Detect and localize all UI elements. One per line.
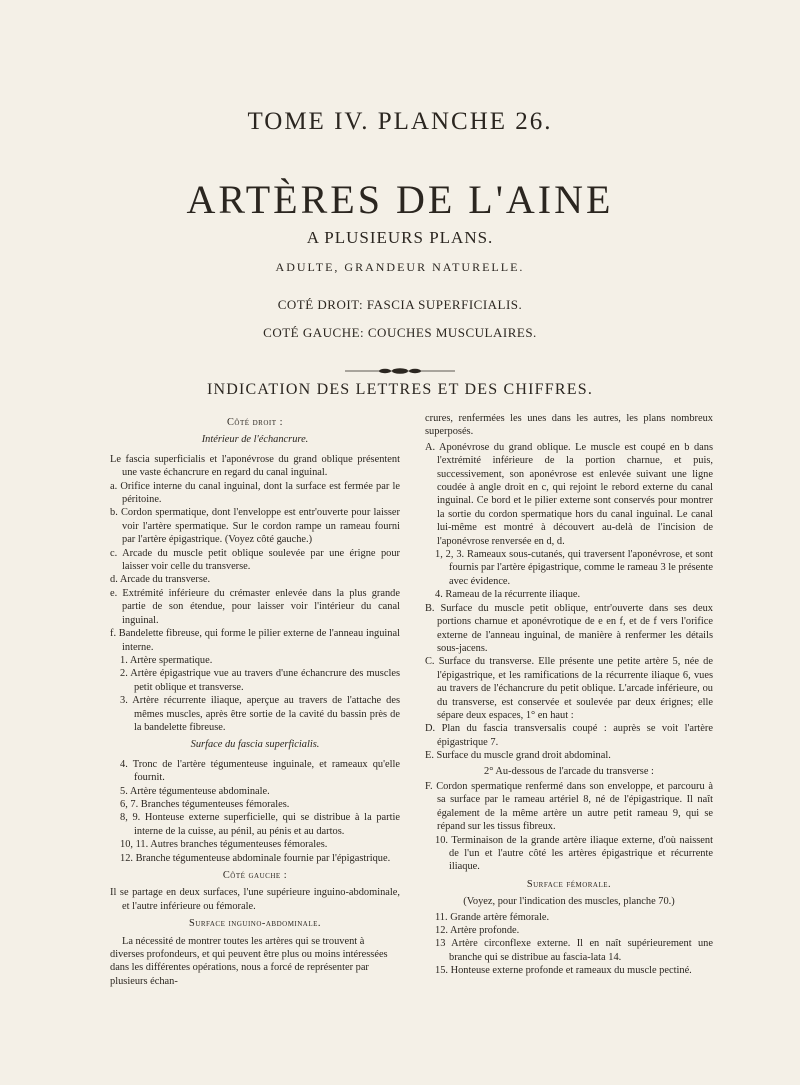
paragraph: Côté gauche : bbox=[222, 870, 288, 881]
paragraph: Intérieur de l'échancrure. bbox=[201, 434, 309, 446]
paragraph: D. Plan du fascia transversalis coupé : auprès se voit l'artère épigastrique 7. bbox=[425, 723, 713, 748]
paragraph: 10. Terminaison de la grande artère iliaque externe, d'où naissent de l'un et l'autre côté les artères épigastrique et récurrente iliaque. bbox=[435, 834, 713, 873]
tome-heading: TOME IV. PLANCHE 26. bbox=[247, 108, 553, 135]
paragraph: Surface du fascia superficialis. bbox=[190, 739, 320, 751]
paragraph: Le fascia superficialis et l'aponévrose du grand oblique présentent une vaste échancrure en regard du canal inguinal. bbox=[110, 453, 400, 479]
scale-note: ADULTE, GRANDEUR NATURELLE. bbox=[275, 260, 525, 274]
paragraph: 11. Grande artère fémorale. bbox=[435, 911, 550, 923]
paragraph: (Voyez, pour l'indication des muscles, planche 70.) bbox=[463, 896, 675, 908]
paragraph: C. Surface du transverse. Elle présente une petite artère 5, née de l'épigastrique, et les ramifications de la récurrente iliaque 6, vues au travers de l'échancrure du petit oblique. L'arcade inférieure, ou du transverse, est conservée et soulevée par deux érignes; elle sépare deux espaces, 1° en haut : bbox=[425, 656, 713, 721]
paragraph: La nécessité de montrer toutes les artères qui se trouvent à diverses profondeurs, et qui peuvent être plus ou moins intéressées dans les différentes opérations, nous a forcé de représenter par plusieurs échan- bbox=[110, 935, 388, 987]
page-title: ARTÈRES DE L'AINE bbox=[186, 177, 614, 222]
indication-heading: INDICATION DES LETTRES ET DES CHIFFRES. bbox=[206, 381, 594, 398]
ornament-icon bbox=[345, 367, 455, 375]
paragraph: 3. Artère récurrente iliaque, aperçue au travers de l'attache des mêmes muscles, après être sortie de la cavité du bassin près de la bandelette fibreuse. bbox=[120, 695, 400, 733]
paragraph: c. Arcade du muscle petit oblique soulevée par une érigne pour laisser voir celle du transverse. bbox=[110, 547, 400, 573]
paragraph: 10, 11. Autres branches tégumenteuses fémorales. bbox=[120, 839, 328, 851]
text-column-left bbox=[110, 412, 400, 988]
paragraph: 15. Honteuse externe profonde et rameaux du muscle pectiné. bbox=[435, 965, 692, 977]
ornament-divider bbox=[0, 362, 800, 370]
left-side-note: COTÉ GAUCHE: COUCHES MUSCULAIRES. bbox=[263, 325, 537, 340]
text-column-right bbox=[425, 412, 713, 978]
paragraph: 4. Rameau de la récurrente iliaque. bbox=[435, 589, 581, 601]
paragraph: F. Cordon spermatique renfermé dans son enveloppe, et parcouru à sa surface par le rameau artériel 8, né de l'épigastrique. Il naît également de la même artère un autre petit rameau 9, qui se répand sur les tissus fibreux. bbox=[425, 780, 713, 833]
paragraph: b. Cordon spermatique, dont l'enveloppe est entr'ouverte pour laisser voir l'artère spermatique. Sur le cordon rampe un rameau fourni par l'artère épigastrique. (Voyez côté gauche.) bbox=[110, 507, 400, 546]
paragraph: 8, 9. Honteuse externe superficielle, qui se distribue à la partie interne de la cuisse, au pénil, au pénis et au dartos. bbox=[120, 812, 400, 837]
paragraph: 12. Artère profonde. bbox=[435, 925, 520, 937]
paragraph: 6, 7. Branches tégumenteuses fémorales. bbox=[120, 798, 290, 810]
paragraph: 1, 2, 3. Rameaux sous-cutanés, qui traversent l'aponévrose, et sont fournis par l'artère épigastrique, comme le rameau 3 le présente avec évidence. bbox=[435, 549, 713, 587]
paragraph: 13 Artère circonflexe externe. Il en naît supérieurement une branche qui se distribue au fascia-lata 14. bbox=[435, 938, 713, 963]
paragraph: Côté droit : bbox=[226, 417, 283, 428]
paragraph: a. Orifice interne du canal inguinal, dont la surface est fermée par le péritoine. bbox=[110, 480, 400, 506]
paragraph: e. Extrémité inférieure du crémaster enlevée dans la plus grande partie de son étendue, pour laisser voir l'intérieur du canal inguinal. bbox=[110, 587, 400, 626]
right-side-note: COTÉ DROIT: FASCIA SUPERFICIALIS. bbox=[277, 297, 523, 312]
paragraph: 1. Artère spermatique. bbox=[120, 654, 213, 666]
paragraph: B. Surface du muscle petit oblique, entr'ouverte dans ses deux portions charnue et aponévrotique de e en f, et de f vers l'orifice externe de l'anneau inguinal, de manière à renfermer les détails sous-jacens. bbox=[425, 602, 713, 654]
paragraph: A. Aponévrose du grand oblique. Le muscle est coupé en b dans l'extrémité inférieure de la portion charnue, et puis, successivement, son aponévrose est enlevée suivant une ligne coudée à angle droit en c, qui rejoint le rebord externe du canal inguinal. Ce bord et le pilier externe sont conservés pour montrer la sortie du cordon spermatique hors du canal inguinal. Le canal lui-même est montré à découvert au-delà de l'incision de l'aponévrose renversée en d, d. bbox=[425, 441, 713, 547]
page-subtitle: A PLUSIEURS PLANS. bbox=[306, 228, 494, 247]
paragraph: E. Surface du muscle grand droit abdominal. bbox=[425, 750, 611, 762]
paragraph: f. Bandelette fibreuse, qui forme le pilier externe de l'anneau inguinal interne. bbox=[110, 628, 400, 653]
paragraph: d. Arcade du transverse. bbox=[110, 574, 211, 586]
paragraph: Surface inguino-abdominale. bbox=[188, 918, 322, 930]
paragraph: 2° Au-dessous de l'arcade du transverse : bbox=[484, 765, 654, 777]
paragraph: Surface fémorale. bbox=[526, 878, 612, 890]
paragraph: Il se partage en deux surfaces, l'une supérieure inguino-abdominale, et l'autre inférieure ou fémorale. bbox=[110, 887, 400, 912]
paragraph: crures, renfermées les unes dans les autres, les plans nombreux superposés. bbox=[425, 413, 713, 438]
paragraph: 12. Branche tégumenteuse abdominale fournie par l'épigastrique. bbox=[120, 852, 391, 864]
paragraph: 2. Artère épigastrique vue au travers d'une échancrure des muscles petit oblique et transverse. bbox=[120, 668, 400, 693]
paragraph: 4. Tronc de l'artère tégumenteuse inguinale, et rameaux qu'elle fournit. bbox=[120, 758, 400, 784]
paragraph: 5. Artère tégumenteuse abdominale. bbox=[120, 785, 270, 797]
